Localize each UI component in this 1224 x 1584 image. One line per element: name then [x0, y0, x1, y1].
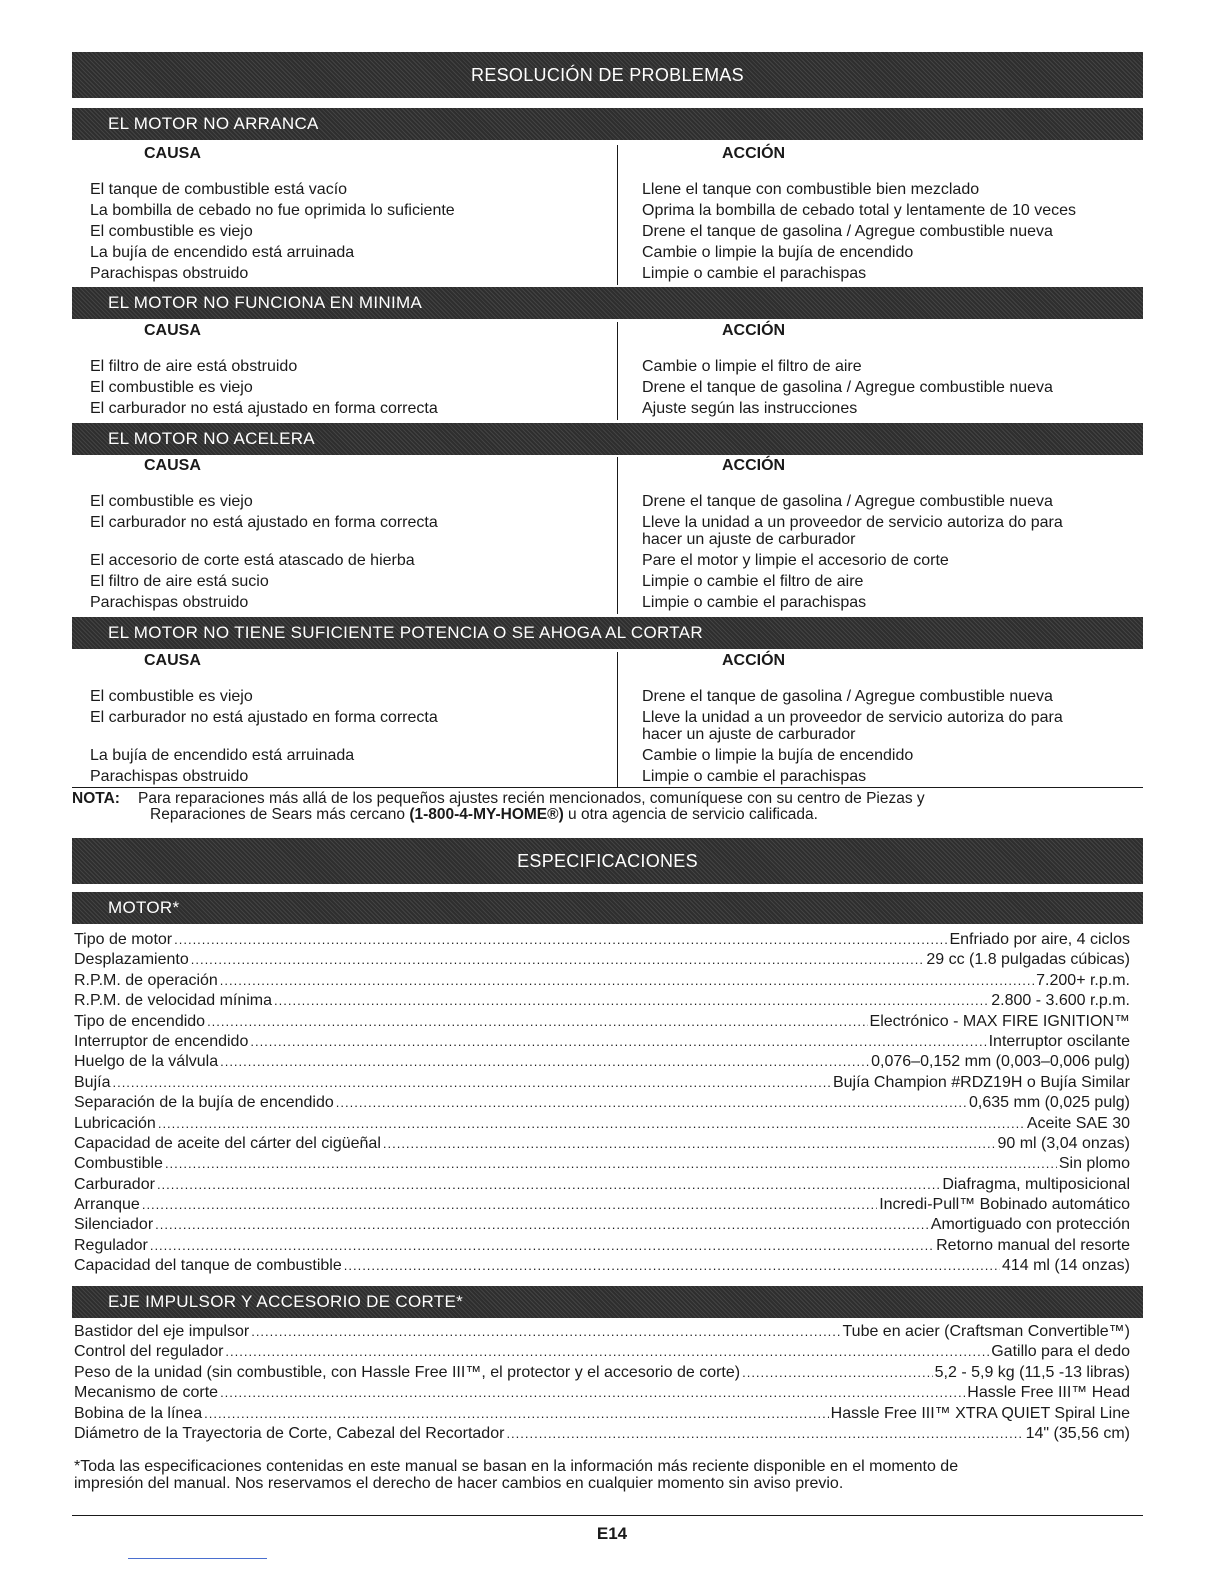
spec-label: Silenciador [74, 1216, 154, 1234]
dot-leader [220, 971, 1034, 991]
table-row [72, 709, 1143, 743]
dot-leader [383, 1134, 996, 1154]
trouble-table [72, 457, 1143, 614]
spec-value: Diafragma, multiposicional [942, 1175, 1130, 1193]
dot-leader [142, 1195, 877, 1215]
spec-row [74, 971, 1130, 991]
spec-value: Electrónico - MAX FIRE IGNITION™ [869, 1012, 1130, 1030]
footnote-line: *Toda las especificaciones contenidas en este manual se basan en la información más reciente disponible en el momento de [74, 1458, 959, 1475]
spec-value: Retorno manual del resorte [936, 1236, 1130, 1254]
dot-leader [344, 1256, 1000, 1276]
spec-row [74, 1012, 1130, 1032]
section-heading-text: EL MOTOR NO FUNCIONA EN MINIMA [108, 293, 423, 312]
dot-leader [150, 1236, 934, 1256]
spec-value: Aceite SAE 30 [1026, 1114, 1130, 1132]
spec-label: Diámetro de la Trayectoria de Corte, Cabezal del Recortador [74, 1424, 505, 1442]
spec-label: Huelgo de la válvula [74, 1053, 219, 1071]
table-row [72, 747, 1143, 764]
spec-row [74, 1322, 1130, 1342]
spec-row [74, 1404, 1130, 1424]
spec-value: 2.800 - 3.600 r.p.m. [991, 992, 1130, 1010]
spec-label: Bastidor del eje impulsor [74, 1323, 250, 1340]
dot-leader [274, 991, 989, 1011]
drive-spec-list [74, 1322, 1130, 1444]
trouble-table [72, 145, 1143, 285]
spec-label: Bujía [74, 1073, 111, 1091]
spec-value: 14" (35,56 cm) [1025, 1424, 1130, 1442]
specifications-title-text: ESPECIFICACIONES [517, 850, 698, 871]
action-cell: Drene el tanque de gasolina / Agregue combustible nueva [642, 223, 1053, 240]
spec-value: 7.200+ r.p.m. [1036, 971, 1130, 989]
spec-value: Enfriado por aire, 4 ciclos [949, 931, 1130, 948]
spec-value: 29 cc (1.8 pulgadas cúbicas) [926, 951, 1130, 969]
dot-leader [204, 1404, 829, 1424]
dot-leader [165, 1154, 1057, 1174]
table-row [72, 688, 1143, 705]
cause-cell: El combustible es viejo [90, 223, 253, 240]
spec-row [74, 1093, 1130, 1113]
spec-row [74, 1215, 1130, 1235]
action-cell: Cambie o limpie la bujía de encendido [642, 244, 914, 261]
cause-cell: El filtro de aire está sucio [90, 573, 269, 590]
action-cell: Llene el tanque con combustible bien mezclado [642, 181, 980, 198]
spec-value: 0,635 mm (0,025 pulg) [969, 1094, 1130, 1112]
table-row [72, 400, 1143, 417]
accion-header: ACCIÓN [722, 145, 786, 162]
causa-header: CAUSA [144, 457, 201, 474]
page-number: E14 [596, 1524, 628, 1543]
causa-header: CAUSA [144, 145, 201, 162]
dot-leader [174, 930, 947, 950]
action-cell: Limpie o cambie el filtro de aire [642, 573, 864, 590]
spec-value: 0,076–0,152 mm (0,003–0,006 pulg) [871, 1053, 1130, 1071]
spec-value: Hassle Free III™ XTRA QUIET Spiral Line [830, 1404, 1130, 1422]
cause-cell: Parachispas obstruido [90, 768, 249, 785]
cause-cell: Parachispas obstruido [90, 594, 249, 611]
dot-leader [251, 1322, 840, 1342]
cause-cell: El combustible es viejo [90, 688, 253, 705]
spec-value: Sin plomo [1058, 1155, 1130, 1173]
spec-value: Tube en acier (Craftsman Convertible™) [842, 1323, 1130, 1340]
spec-label: R.P.M. de velocidad mínima [74, 992, 273, 1010]
action-cell: Cambie o limpie la bujía de encendido [642, 747, 914, 764]
table-row [72, 358, 1143, 375]
cause-cell: El carburador no está ajustado en forma correcta [90, 514, 438, 531]
table-row [72, 379, 1143, 396]
spec-row [74, 1032, 1130, 1052]
decorative-line [128, 1558, 267, 1559]
cause-cell: El carburador no está ajustado en forma correcta [90, 709, 438, 726]
specifications-title [72, 838, 1143, 884]
note-text: Reparaciones de Sears más cercano [150, 806, 410, 823]
table-row [72, 493, 1143, 510]
section-heading-text: EJE IMPULSOR Y ACCESORIO DE CORTE* [108, 1292, 464, 1311]
dot-leader [207, 1012, 867, 1032]
action-cell: Ajuste según las instrucciones [642, 400, 858, 417]
spec-label: Lubricación [74, 1114, 156, 1132]
spec-row [74, 1256, 1130, 1276]
spec-value: Bujía Champion #RDZ19H o Bujía Similar [832, 1073, 1130, 1091]
accion-header: ACCIÓN [722, 322, 786, 339]
spec-label: Interruptor de encendido [74, 1032, 249, 1050]
section-heading-text: EL MOTOR NO TIENE SUFICIENTE POTENCIA O SE AHOGA AL CORTAR [108, 623, 703, 642]
accion-header: ACCIÓN [722, 457, 786, 474]
motor-spec-list [74, 930, 1130, 1277]
spec-label: Regulador [74, 1236, 148, 1254]
spec-label: Tipo de encendido [74, 1012, 206, 1030]
spec-label: Peso de la unidad (sin combustible, con Hassle Free III™, el protector y el accesorio de corte) [74, 1363, 741, 1381]
action-cell [624, 709, 1143, 743]
spec-value: 414 ml (14 onzas) [1001, 1257, 1130, 1275]
spec-row [74, 1383, 1130, 1403]
section-heading [72, 617, 1143, 649]
spec-value: Hassle Free III™ Head [967, 1384, 1130, 1402]
table-row [72, 514, 1143, 548]
table-row [72, 552, 1143, 569]
table-row [72, 181, 1143, 198]
spec-value: 90 ml (3,04 onzas) [997, 1134, 1130, 1152]
trouble-table [72, 652, 1143, 788]
spec-row [74, 1175, 1130, 1195]
action-cell: Cambie o limpie el filtro de aire [642, 358, 862, 375]
note [72, 791, 1132, 823]
action-line: hacer un ajuste de carburador [642, 726, 856, 743]
action-cell: Drene el tanque de gasolina / Agregue combustible nueva [642, 688, 1053, 705]
spec-value: 5,2 - 5,9 kg (11,5 -13 libras) [934, 1363, 1130, 1381]
spec-label: Bobina de la línea [74, 1404, 203, 1422]
cause-cell: El combustible es viejo [90, 493, 253, 510]
dot-leader [220, 1383, 965, 1403]
spec-label: Mecanismo de corte [74, 1384, 219, 1402]
spec-value: Gatillo para el dedo [991, 1343, 1130, 1361]
specifications-footnote [74, 1458, 1134, 1492]
cause-cell: El carburador no está ajustado en forma correcta [90, 400, 438, 417]
cause-cell: El accesorio de corte está atascado de hierba [90, 552, 415, 569]
table-row [72, 768, 1143, 785]
cause-cell: Parachispas obstruido [90, 265, 249, 282]
accion-header: ACCIÓN [722, 652, 786, 669]
note-line [138, 807, 1132, 823]
cause-cell: El combustible es viejo [90, 379, 253, 396]
trouble-table [72, 322, 1143, 420]
spec-label: Carburador [74, 1175, 155, 1193]
spec-row [74, 1236, 1130, 1256]
table-row [72, 244, 1143, 261]
cause-cell: La bujía de encendido está arruinada [90, 747, 355, 764]
section-heading [72, 287, 1143, 319]
spec-row [74, 1363, 1130, 1383]
action-line: Lleve la unidad a un proveedor de servicio autoriza do para [642, 514, 1063, 531]
spec-label: Separación de la bujía de encendido [74, 1094, 334, 1112]
cause-cell: El tanque de combustible está vacío [90, 181, 348, 198]
dot-leader [742, 1363, 933, 1383]
dot-leader [157, 1175, 940, 1195]
spec-row [74, 1052, 1130, 1072]
spec-label: Control del regulador [74, 1343, 224, 1361]
section-heading [72, 108, 1143, 140]
spec-row [74, 991, 1130, 1011]
section-heading [72, 1286, 1143, 1318]
spec-row [74, 1073, 1130, 1093]
action-line: hacer un ajuste de carburador [642, 531, 856, 548]
action-cell: Drene el tanque de gasolina / Agregue combustible nueva [642, 379, 1053, 396]
section-heading [72, 423, 1143, 455]
causa-header: CAUSA [144, 322, 201, 339]
spec-label: Desplazamiento [74, 951, 189, 969]
spec-row [74, 1342, 1130, 1362]
table-row [72, 265, 1143, 282]
troubleshooting-title [72, 52, 1143, 98]
dot-leader [336, 1093, 967, 1113]
dot-leader [112, 1073, 831, 1093]
dot-leader [158, 1114, 1025, 1134]
spec-label: Tipo de motor [74, 931, 173, 948]
table-row [72, 202, 1143, 219]
action-line: Lleve la unidad a un proveedor de servicio autoriza do para [642, 709, 1063, 726]
cause-cell: La bombilla de cebado no fue oprimida lo suficiente [90, 202, 455, 219]
action-cell [624, 514, 1143, 548]
spec-row [74, 1195, 1130, 1215]
note-label: NOTA: [72, 790, 120, 807]
spec-label: R.P.M. de operación [74, 971, 218, 989]
spec-value: Amortiguado con protección [930, 1216, 1130, 1234]
action-cell: Limpie o cambie el parachispas [642, 265, 867, 282]
spec-label: Capacidad del tanque de combustible [74, 1257, 342, 1275]
service-phone: (1-800-4-MY-HOME®) [409, 806, 564, 823]
spec-row [74, 1134, 1130, 1154]
section-heading [72, 892, 1143, 924]
section-heading-text: MOTOR* [108, 898, 180, 917]
action-cell: Oprima la bombilla de cebado total y lentamente de 10 veces [642, 202, 1077, 219]
dot-leader [225, 1342, 989, 1362]
action-cell: Limpie o cambie el parachispas [642, 768, 867, 785]
section-heading-text: EL MOTOR NO ACELERA [108, 429, 315, 448]
cause-cell: El filtro de aire está obstruido [90, 358, 298, 375]
spec-value: Interruptor oscilante [988, 1032, 1130, 1050]
table-row [72, 594, 1143, 611]
spec-label: Combustible [74, 1155, 163, 1173]
spec-row [74, 1114, 1130, 1134]
cause-cell: La bujía de encendido está arruinada [90, 244, 355, 261]
dot-leader [250, 1032, 986, 1052]
dot-leader [506, 1424, 1023, 1444]
note-text: u otra agencia de servicio calificada. [563, 806, 818, 823]
section-heading-text: EL MOTOR NO ARRANCA [108, 114, 319, 133]
table-row [72, 223, 1143, 240]
causa-header: CAUSA [144, 652, 201, 669]
dot-leader [155, 1215, 929, 1235]
page-footer-rule [72, 1515, 1143, 1516]
spec-value: Incredi-Pull™ Bobinado automático [879, 1196, 1130, 1214]
action-cell: Limpie o cambie el parachispas [642, 594, 867, 611]
note-line: Para reparaciones más allá de los pequeños ajustes recién mencionados, comuníquese con su centro de Piezas y [138, 790, 925, 807]
footnote-line: impresión del manual. Nos reservamos el derecho de hacer cambios en cualquier momento sin aviso previo. [74, 1475, 844, 1492]
spec-row [74, 1424, 1130, 1444]
troubleshooting-title-text: RESOLUCIÓN DE PROBLEMAS [471, 64, 744, 85]
action-cell: Pare el motor y limpie el accesorio de corte [642, 552, 949, 569]
spec-row [74, 950, 1130, 970]
table-row [72, 573, 1143, 590]
spec-row [74, 930, 1130, 950]
action-cell: Drene el tanque de gasolina / Agregue combustible nueva [642, 493, 1053, 510]
dot-leader [220, 1052, 869, 1072]
dot-leader [191, 950, 925, 970]
spec-label: Capacidad de aceite del cárter del cigüeñal [74, 1134, 381, 1152]
spec-label: Arranque [74, 1196, 140, 1214]
spec-row [74, 1154, 1130, 1174]
